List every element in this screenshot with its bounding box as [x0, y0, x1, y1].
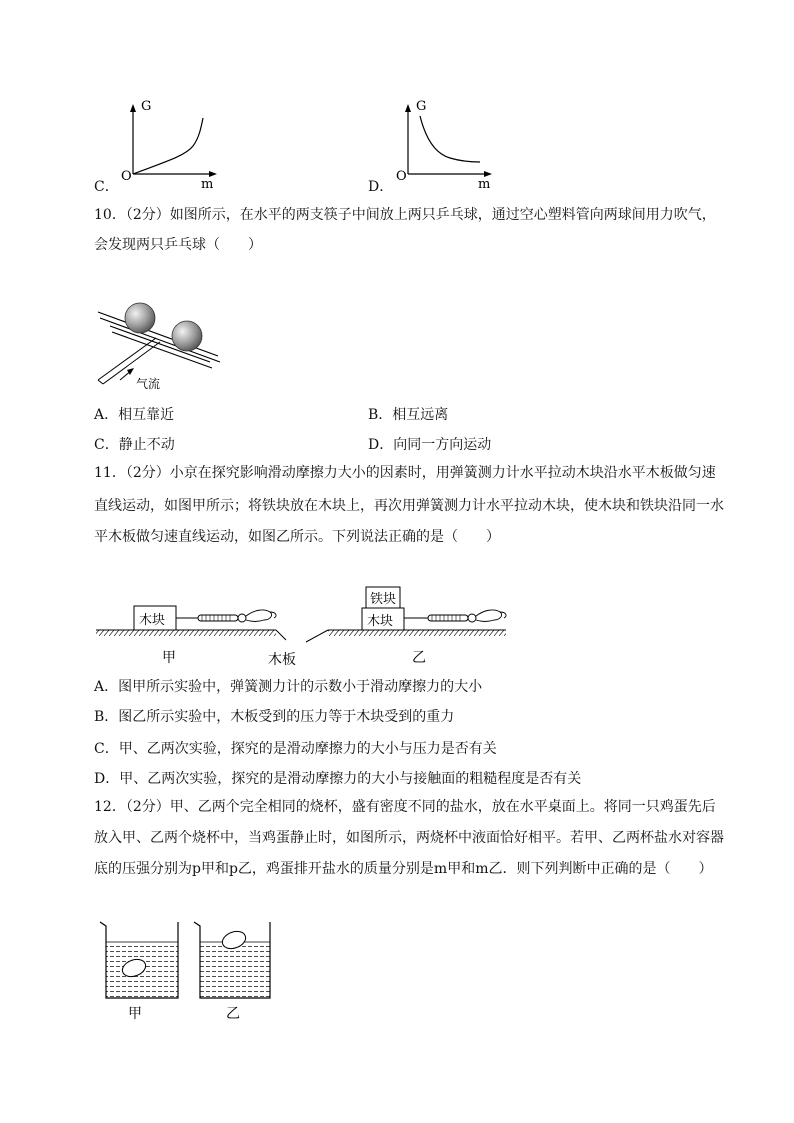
q11-text-line2: 直线运动，如图甲所示；将铁块放在木块上，再次用弹簧测力计水平拉动木块，使木块和铁块沿同一水	[94, 498, 724, 514]
q11-option-c[interactable]: C．甲、乙两次实验，探究的是滑动摩擦力的大小与压力是否有关	[94, 741, 497, 757]
q10-option-d[interactable]: D．向同一方向运动	[368, 437, 492, 453]
wood-block-label-jia: 木块	[139, 613, 166, 628]
beaker-label-jia: 甲	[128, 1006, 142, 1022]
option-c-letter: C．	[94, 179, 119, 195]
scale-ring-yi	[468, 614, 476, 622]
origin-label: O	[121, 169, 132, 184]
q11-figure	[94, 582, 514, 668]
q12-figure	[92, 914, 276, 1026]
q11-option-a[interactable]: A．图甲所示实验中，弹簧测力计的示数小于滑动摩擦力的大小	[94, 679, 483, 695]
iron-block-label-yi: 铁块	[370, 592, 397, 607]
graph-c	[115, 96, 225, 192]
wood-block-label-yi: 木块	[367, 614, 394, 629]
q10-option-c[interactable]: C．静止不动	[94, 437, 175, 453]
y-axis-arrow-icon	[405, 104, 411, 112]
graph-d	[390, 96, 500, 192]
ping-pong-ball-1	[125, 303, 155, 333]
saltwater-yi	[200, 942, 270, 998]
curve-line	[420, 116, 480, 162]
q10-figure	[92, 292, 232, 392]
q12-text-line2: 放入甲、乙两个烧杯中，当鸡蛋静止时，如图所示，两烧杯中液面恰好相平。若甲、乙两杯盐水对容器	[94, 830, 724, 846]
label-jia: 甲	[162, 650, 176, 666]
x-axis-label: m	[201, 177, 214, 192]
label-board: 木板	[268, 652, 296, 668]
q12-text-line1: 12．（2分）甲、乙两个完全相同的烧杯，盛有密度不同的盐水，放在水平桌面上。将同一只鸡蛋先后	[94, 799, 716, 815]
board-hatch-jia	[96, 630, 276, 636]
y-axis-label: G	[416, 99, 427, 114]
board-hatch-yi	[328, 630, 506, 636]
q10-option-a[interactable]: A．相互靠近	[94, 407, 175, 423]
q11-text-line3: 平木板做匀速直线运动，如图乙所示。下列说法正确的是（ ）	[94, 529, 500, 545]
straw-end	[98, 380, 103, 384]
q11-option-d[interactable]: D．甲、乙两次实验，探究的是滑动摩擦力的大小与接触面的粗糙程度是否有关	[94, 771, 582, 787]
scale-ring-jia	[238, 614, 246, 622]
option-d-letter: D．	[368, 179, 394, 195]
board-break-right	[306, 630, 328, 642]
curve-line	[133, 118, 203, 174]
airflow-label: 气流	[136, 377, 161, 391]
board-break-left	[276, 630, 286, 640]
hand-yi-icon	[476, 610, 502, 622]
airflow-arrow-icon	[127, 368, 134, 375]
y-axis-label: G	[141, 99, 152, 114]
ping-pong-ball-2	[172, 321, 202, 351]
q10-text-line1: 10．（2分）如图所示，在水平的两支筷子中间放上两只乒乓球，通过空心塑料管向两球间用力吹气，	[94, 207, 716, 223]
beaker-label-yi: 乙	[226, 1006, 240, 1022]
chopstick-upper-bottom	[100, 318, 220, 362]
q12-text-line3: 底的压强分别为p甲和p乙，鸡蛋排开盐水的质量分别是m甲和m乙．则下列判断中正确的是（ ）	[94, 861, 713, 877]
label-yi: 乙	[412, 650, 426, 666]
q11-option-b[interactable]: B．图乙所示实验中，木板受到的压力等于木块受到的重力	[94, 709, 455, 725]
hand-jia-icon	[246, 610, 272, 622]
q10-option-b[interactable]: B．相互远离	[368, 407, 449, 423]
q11-text-line1: 11．（2分）小京在探究影响滑动摩擦力大小的因素时，用弹簧测力计水平拉动木块沿水平木板做匀速	[94, 465, 716, 481]
q10-text-line2: 会发现两只乒乓球（ ）	[94, 237, 262, 253]
origin-label: O	[396, 169, 407, 184]
x-axis-label: m	[478, 177, 491, 192]
y-axis-arrow-icon	[130, 104, 136, 112]
